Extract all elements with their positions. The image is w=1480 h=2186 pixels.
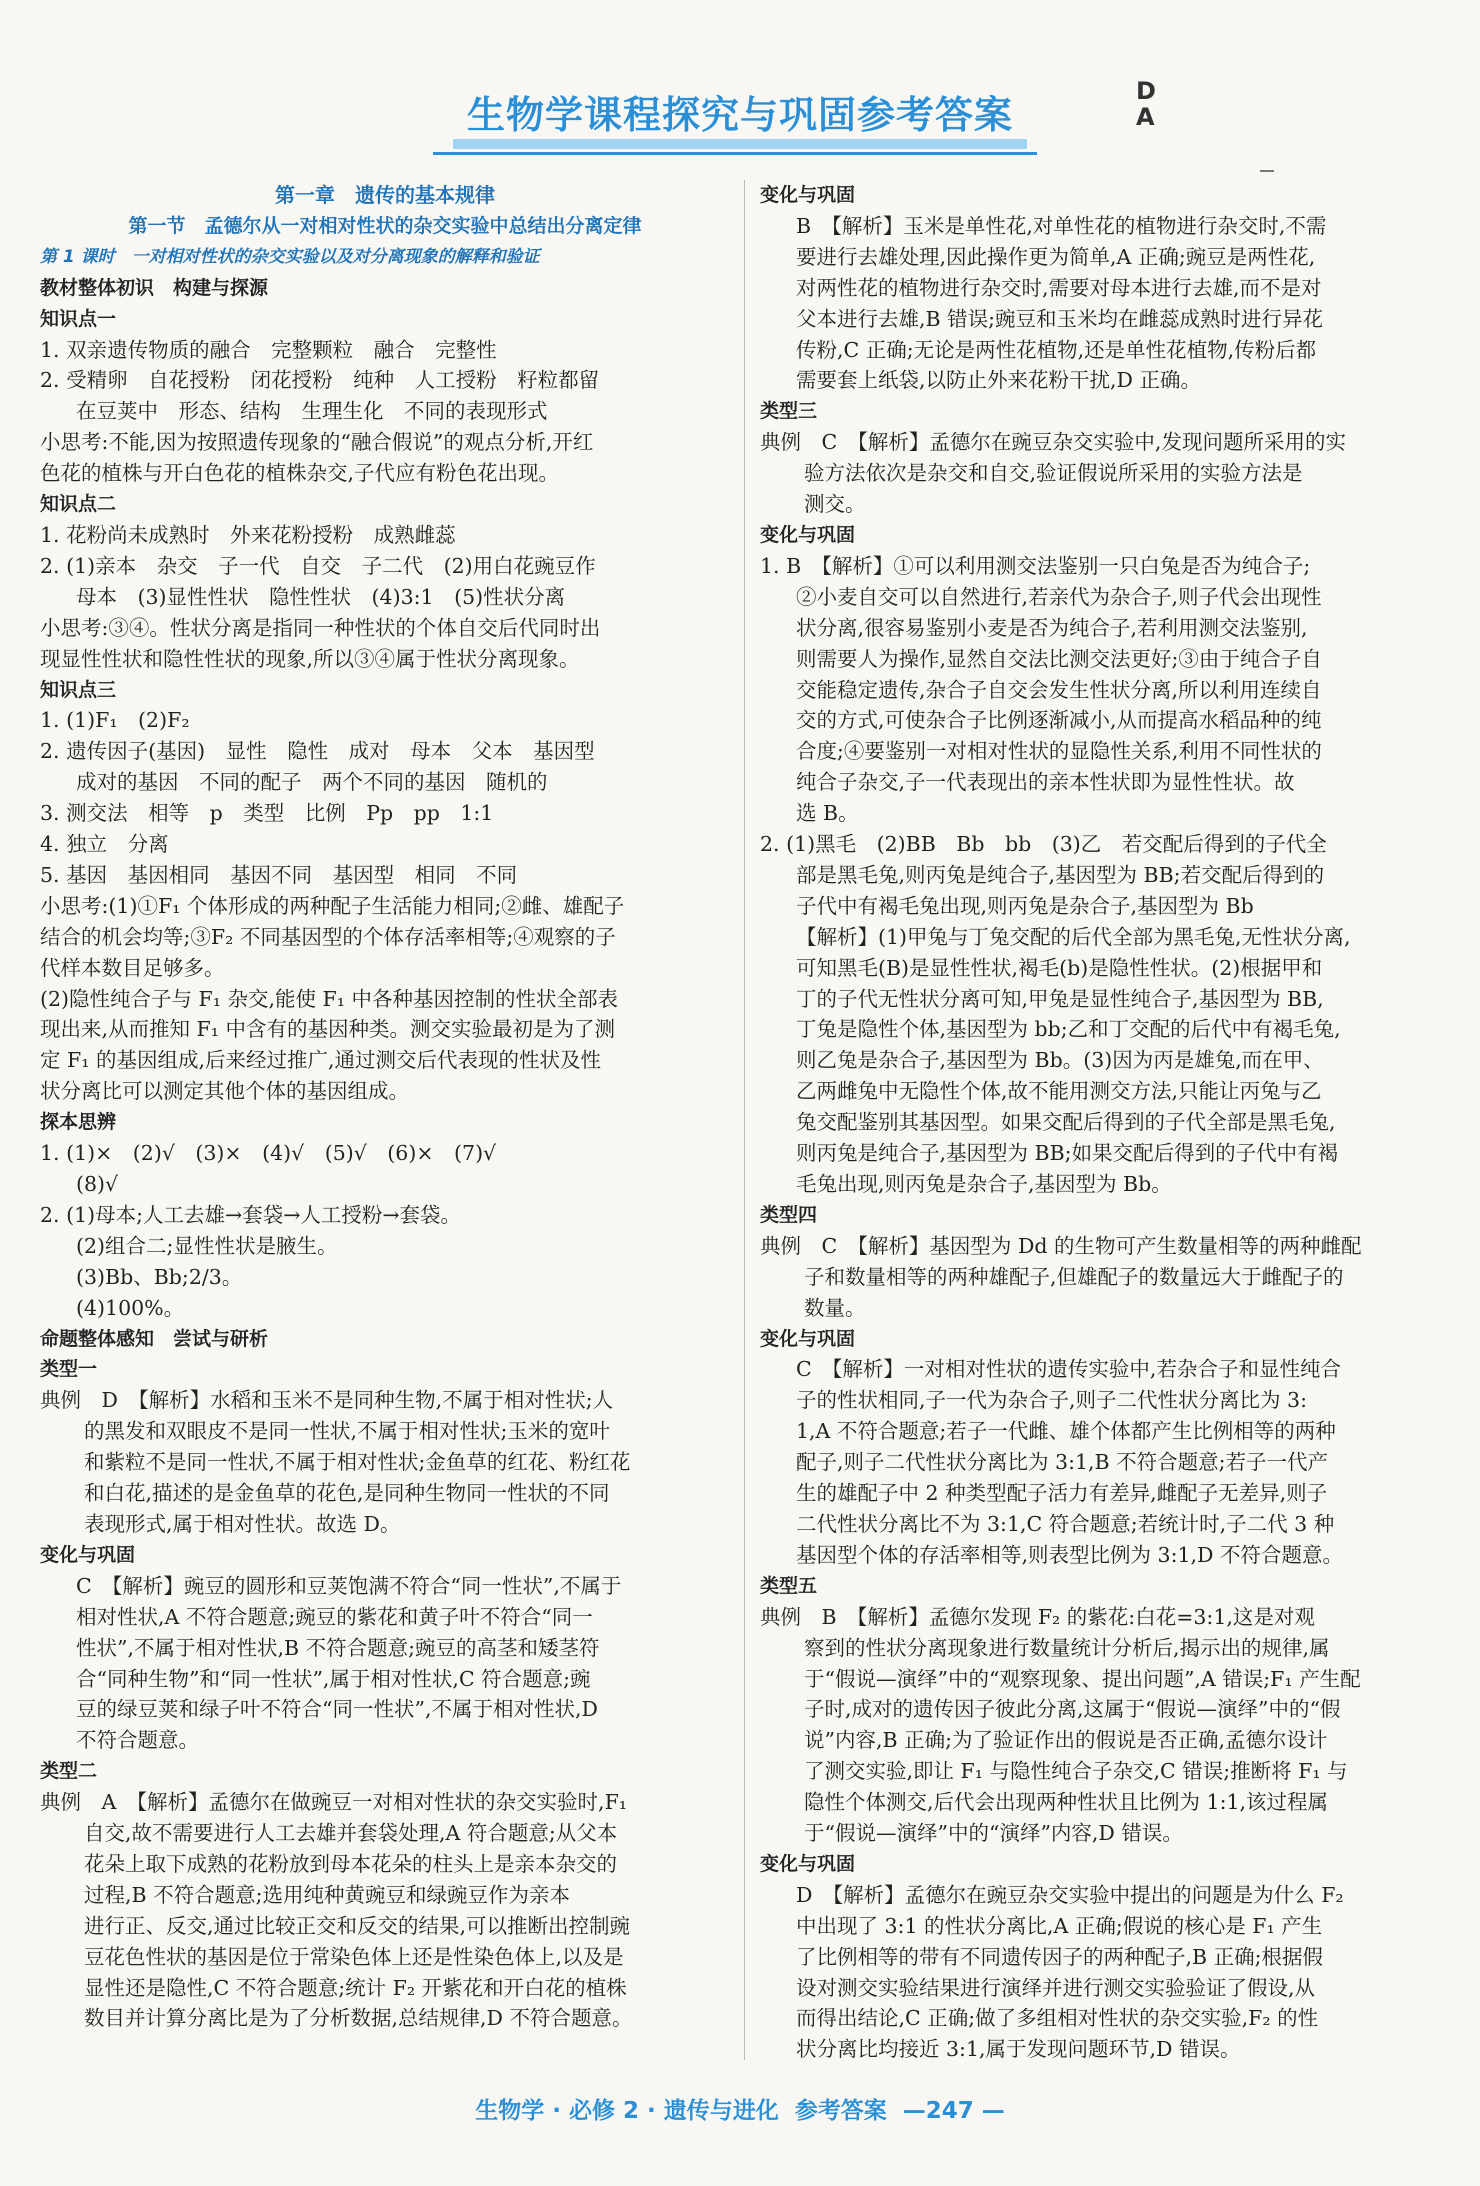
text-line: 中出现了 3:1 的性状分离比,A 正确;假说的核心是 F₁ 产生	[796, 1913, 1323, 1938]
text-line: 5. 基因 基因相同 基因不同 基因型 相同 不同	[40, 862, 518, 887]
text-line: 【解析】(1)甲兔与丁兔交配的后代全部为黑毛兔,无性状分离,	[796, 924, 1351, 949]
page-footer	[0, 2092, 1480, 2125]
text-line: 合“同种生物”和“同一性状”,属于相对性状,C 符合题意;豌	[76, 1666, 591, 1691]
footer-subject: 生物学	[475, 2098, 545, 2124]
text-line: 的黑发和双眼皮不是同一性状,不属于相对性状;玉米的宽叶	[84, 1419, 610, 1444]
footer-book: 必修 2	[568, 2098, 639, 2124]
text-line: (2)组合二;显性性状是腋生。	[76, 1233, 338, 1258]
text-line: 3. 测交法 相等 p 类型 比例 Pp pp 1:1	[40, 801, 494, 826]
text-line: 兔交配鉴别其基因型。如果交配后得到的子代全部是黑毛兔,	[796, 1110, 1336, 1135]
text-line: B 【解析】玉米是单性花,对单性花的植物进行杂交时,不需	[796, 213, 1327, 238]
text-line: 典例 D 【解析】水稻和玉米不是同种生物,不属于相对性状;人	[40, 1388, 614, 1413]
text-line: 2. (1)母本;人工去雄→套袋→人工授粉→套袋。	[40, 1202, 462, 1227]
text-line: 纯合子杂交,子一代表现出的亲本性状即为显性性状。故	[796, 770, 1295, 795]
section-heading: 类型三	[760, 400, 818, 423]
text-line: 典例 B 【解析】孟德尔发现 F₂ 的紫花:白花=3:1,这是对观	[760, 1604, 1315, 1629]
text-line: 隐性个体测交,后代会出现两种性状且比例为 1:1,该过程属	[804, 1790, 1329, 1815]
text-line: 显性还是隐性,C 不符合题意;统计 F₂ 开紫花和开白花的植株	[84, 1975, 627, 2000]
text-line: 丁兔是隐性个体,基因型为 bb;乙和丁交配的后代中有褐毛兔,	[796, 1017, 1341, 1042]
section-heading: 类型四	[760, 1203, 818, 1226]
text-line: 定 F₁ 的基因组成,后来经过推广,通过测交后代表现的性状及性	[40, 1048, 602, 1073]
section-heading: 变化与巩固	[760, 1852, 856, 1875]
text-line: 结合的机会均等;③F₂ 不同基因型的个体存活率相等;④观察的子	[40, 924, 616, 949]
text-line: 1. (1)F₁ (2)F₂	[40, 708, 190, 733]
section-heading: 变化与巩固	[760, 523, 856, 546]
text-line: 而得出结论,C 正确;做了多组相对性状的杂交实验,F₂ 的性	[796, 2006, 1319, 2031]
section-heading: 变化与巩固	[760, 1327, 856, 1350]
section-heading: 类型五	[760, 1574, 818, 1597]
text-line: 生的雄配子中 2 种类型配子活力有差异,雌配子无差异,则子	[796, 1481, 1328, 1506]
text-line: 测交。	[804, 492, 866, 517]
text-line: 乙两雌兔中无隐性个体,故不能用测交方法,只能让丙兔与乙	[796, 1079, 1322, 1104]
text-line: 于“假说—演绎”中的“演绎”内容,D 错误。	[804, 1821, 1183, 1846]
text-line: D 【解析】孟德尔在豌豆杂交实验中提出的问题是为什么 F₂	[796, 1882, 1344, 1907]
text-line: 需要套上纸袋,以防止外来花粉干扰,D 正确。	[796, 368, 1201, 393]
text-line: 了比例相等的带有不同遗传因子的两种配子,B 正确;根据假	[796, 1944, 1324, 1969]
text-line: 代样本数目足够多。	[40, 955, 225, 980]
text-line: 则需要人为操作,显然自交法比测交法更好;③由于纯合子自	[796, 646, 1322, 671]
text-line: 毛兔出现,则丙兔是杂合子,基因型为 Bb。	[796, 1172, 1172, 1196]
section-heading: 类型一	[40, 1358, 98, 1381]
corner-mark-d: D	[1136, 77, 1156, 105]
text-line: 色花的植株与开白色花的植株杂交,子代应有粉色花出现。	[40, 461, 560, 486]
text-line: 1. B 【解析】①可以利用测交法鉴别一只白兔是否为纯合子;	[760, 553, 1311, 578]
text-line: 在豆荚中 形态、结构 生理生化 不同的表现形式	[76, 399, 548, 424]
text-line: 花朵上取下成熟的花粉放到母本花朵的柱头上是亲本杂交的	[84, 1851, 617, 1876]
text-line: 选 B。	[796, 801, 859, 826]
text-line: 二代性状分离比不为 3:1,C 符合题意;若统计时,子二代 3 种	[796, 1511, 1335, 1536]
text-line: 状分离,很容易鉴别小麦是否为纯合子,若利用测交法鉴别,	[796, 615, 1308, 640]
text-line: 丁的子代无性状分离可知,甲兔是显性纯合子,基因型为 BB,	[796, 986, 1324, 1011]
text-line: 2. 遗传因子(基因) 显性 隐性 成对 母本 父本 基因型	[40, 739, 595, 764]
text-line: 基因型个体的存活率相等,则表型比例为 3:1,D 不符合题意。	[796, 1542, 1343, 1567]
text-line: 配子,则子二代性状分离比为 3:1,B 不符合题意;若子一代产	[796, 1450, 1329, 1475]
text-line: 典例 A 【解析】孟德尔在做豌豆一对相对性状的杂交实验时,F₁	[40, 1790, 628, 1815]
text-line: 现显性性状和隐性性状的现象,所以③④属于性状分离现象。	[40, 646, 580, 671]
section-heading: 第一章 遗传的基本规律	[275, 183, 495, 207]
text-line: (3)Bb、Bb;2/3。	[76, 1264, 243, 1289]
text-line: 2. (1)黑毛 (2)BB Bb bb (3)乙 若交配后得到的子代全	[760, 832, 1327, 857]
text-line: 子和数量相等的两种雄配子,但雄配子的数量远大于雌配子的	[804, 1264, 1344, 1289]
text-line: (4)100%。	[76, 1295, 185, 1320]
text-line: 可知黑毛(B)是显性性状,褐毛(b)是隐性性状。(2)根据甲和	[796, 955, 1323, 980]
text-line: ②小麦自交可以自然进行,若亲代为杂合子,则子代会出现性	[796, 584, 1322, 609]
text-line: 1. 花粉尚未成熟时 外来花粉授粉 成熟雌蕊	[40, 522, 456, 547]
text-line: 母本 (3)显性性状 隐性性状 (4)3:1 (5)性状分离	[76, 584, 566, 609]
section-heading: 知识点一	[40, 307, 117, 330]
text-line: 相对性状,A 不符合题意;豌豆的紫花和黄子叶不符合“同一	[76, 1604, 593, 1629]
text-line: 现出来,从而推知 F₁ 中含有的基因种类。测交实验最初是为了测	[40, 1017, 615, 1042]
section-heading: 教材整体初识 构建与探源	[40, 276, 269, 299]
page-title: 生物学课程探究与巩固参考答案	[453, 84, 1027, 145]
text-line: 于“假说—演绎”中的“观察现象、提出问题”,A 错误;F₁ 产生配	[804, 1666, 1361, 1691]
section-heading: 命题整体感知 尝试与研析	[40, 1327, 269, 1350]
text-line: 2. (1)亲本 杂交 子一代 自交 子二代 (2)用白花豌豆作	[40, 553, 596, 578]
text-line: 小思考:不能,因为按照遗传现象的“融合假说”的观点分析,开红	[40, 430, 594, 455]
text-line: 不符合题意。	[76, 1728, 199, 1753]
text-line: 合度;④要鉴别一对相对性状的显隐性关系,利用不同性状的	[796, 739, 1322, 764]
text-line: 说”内容,B 正确;为了验证作出的假说是否正确,孟德尔设计	[804, 1728, 1328, 1753]
text-line: 子的性状相同,子一代为杂合子,则子二代性状分离比为 3:	[796, 1388, 1307, 1413]
text-line: 交的方式,可使杂合子比例逐渐减小,从而提高水稻品种的纯	[796, 708, 1322, 733]
text-line: 传粉,C 正确;无论是两性花植物,还是单性花植物,传粉后都	[796, 337, 1317, 362]
footer-dot: ·	[552, 2098, 561, 2124]
page-number: —247 —	[902, 2098, 1005, 2124]
text-line: 察到的性状分离现象进行数量统计分析后,揭示出的规律,属	[804, 1635, 1330, 1660]
text-line: 部是黑毛兔,则丙兔是纯合子,基因型为 BB;若交配后得到的	[796, 862, 1325, 887]
text-line: 交能稳定遗传,杂合子自交会发生性状分离,所以利用连续自	[796, 677, 1322, 702]
text-line: 2. 受精卵 自花授粉 闭花授粉 纯种 人工授粉 籽粒都留	[40, 368, 600, 393]
section-heading: 变化与巩固	[760, 184, 856, 206]
text-line: 验方法依次是杂交和自交,验证假说所采用的实验方法是	[804, 461, 1303, 486]
text-line: 状分离比可以测定其他个体的基因组成。	[40, 1079, 409, 1104]
text-line: 子时,成对的遗传因子彼此分离,这属于“假说—演绎”中的“假	[804, 1697, 1341, 1722]
text-line: 1. 双亲遗传物质的融合 完整颗粒 融合 完整性	[40, 337, 497, 362]
text-line: 和紫粒不是同一性状,不属于相对性状;金鱼草的红花、粉红花	[84, 1450, 631, 1475]
text-line: (2)隐性纯合子与 F₁ 杂交,能使 F₁ 中各种基因控制的性状全部表	[40, 986, 619, 1011]
section-heading: 类型二	[40, 1760, 98, 1783]
text-line: 子代中有褐毛兔出现,则丙兔是杂合子,基因型为 Bb	[796, 893, 1254, 918]
text-line: 要进行去雄处理,因此操作更为简单,A 正确;豌豆是两性花,	[796, 244, 1316, 269]
text-line: 状分离比均接近 3:1,属于发现问题环节,D 错误。	[796, 2037, 1241, 2062]
section-heading: 知识点二	[40, 493, 117, 516]
text-line: 数量。	[804, 1295, 866, 1320]
text-line: 表现形式,属于相对性状。故选 D。	[84, 1511, 401, 1536]
text-line: 则丙兔是纯合子,基因型为 BB;如果交配后得到的子代中有褐	[796, 1141, 1339, 1166]
text-line: 父本进行去雄,B 错误;豌豆和玉米均在雌蕊成熟时进行异花	[796, 306, 1324, 331]
text-line: 对两性花的植物进行杂交时,需要对母本进行去雄,而不是对	[796, 275, 1322, 300]
right-column	[760, 180, 1440, 2065]
section-heading: 第一节 孟德尔从一对相对性状的杂交实验中总结出分离定律	[128, 214, 642, 237]
text-line: C 【解析】一对相对性状的遗传实验中,若杂合子和显性纯合	[796, 1357, 1341, 1382]
text-line: 和白花,描述的是金鱼草的花色,是同种生物同一性状的不同	[84, 1481, 610, 1506]
text-line: 4. 独立 分离	[40, 832, 169, 857]
text-line: 自交,故不需要进行人工去雄并套袋处理,A 符合题意;从父本	[84, 1821, 618, 1846]
text-line: 成对的基因 不同的配子 两个不同的基因 随机的	[76, 770, 548, 795]
text-line: (8)√	[76, 1172, 119, 1196]
text-line: 豆花色性状的基因是位于常染色体上还是性染色体上,以及是	[84, 1944, 624, 1969]
text-line: 小思考:(1)①F₁ 个体形成的两种配子生活能力相同;②雌、雄配子	[40, 893, 625, 918]
header-tick-mark	[1260, 170, 1274, 172]
text-line: 设对测交实验结果进行演绎并进行测交实验验证了假设,从	[796, 1975, 1316, 2000]
corner-mark-a: A	[1136, 103, 1155, 131]
text-line: 数目并计算分离比是为了分析数据,总结规律,D 不符合题意。	[84, 2006, 633, 2031]
page-header	[0, 84, 1480, 145]
text-line: 性状”,不属于相对性状,B 不符合题意;豌豆的高茎和矮茎符	[76, 1635, 600, 1660]
text-line: 小思考:③④。性状分离是指同一种性状的个体自交后代同时出	[40, 615, 601, 640]
text-line: 则乙兔是杂合子,基因型为 Bb。(3)因为丙是雄兔,而在甲、	[796, 1048, 1324, 1073]
section-heading: 知识点三	[40, 678, 117, 701]
footer-label: 参考答案	[794, 2098, 887, 2124]
text-line: 了测交实验,即让 F₁ 与隐性纯合子杂交,C 错误;推断将 F₁ 与	[804, 1759, 1348, 1784]
text-line: 1. (1)× (2)√ (3)× (4)√ (5)√ (6)× (7)√	[40, 1141, 497, 1166]
text-line: 豆的绿豆荚和绿子叶不符合“同一性状”,不属于相对性状,D	[76, 1697, 598, 1722]
text-line: 进行正、反交,通过比较正交和反交的结果,可以推断出控制豌	[84, 1913, 631, 1938]
section-heading: 第 1 课时 一对相对性状的杂交实验以及对分离现象的解释和验证	[40, 246, 540, 267]
text-line: 典例 C 【解析】基因型为 Dd 的生物可产生数量相等的两种雌配	[760, 1233, 1362, 1258]
left-column	[40, 180, 730, 2034]
text-line: 过程,B 不符合题意;选用纯种黄豌豆和绿豌豆作为亲本	[84, 1882, 571, 1907]
footer-dot-2: ·	[646, 2098, 656, 2124]
text-line: 典例 C 【解析】孟德尔在豌豆杂交实验中,发现问题所采用的实	[760, 430, 1346, 455]
column-divider	[744, 180, 745, 2060]
section-heading: 探本思辨	[40, 1111, 117, 1134]
text-line: C 【解析】豌豆的圆形和豆荚饱满不符合“同一性状”,不属于	[76, 1573, 622, 1598]
text-line: 1,A 不符合题意;若子一代雌、雄个体都产生比例相等的两种	[796, 1419, 1336, 1444]
footer-unit: 遗传与进化	[663, 2098, 779, 2124]
section-heading: 变化与巩固	[40, 1543, 136, 1566]
